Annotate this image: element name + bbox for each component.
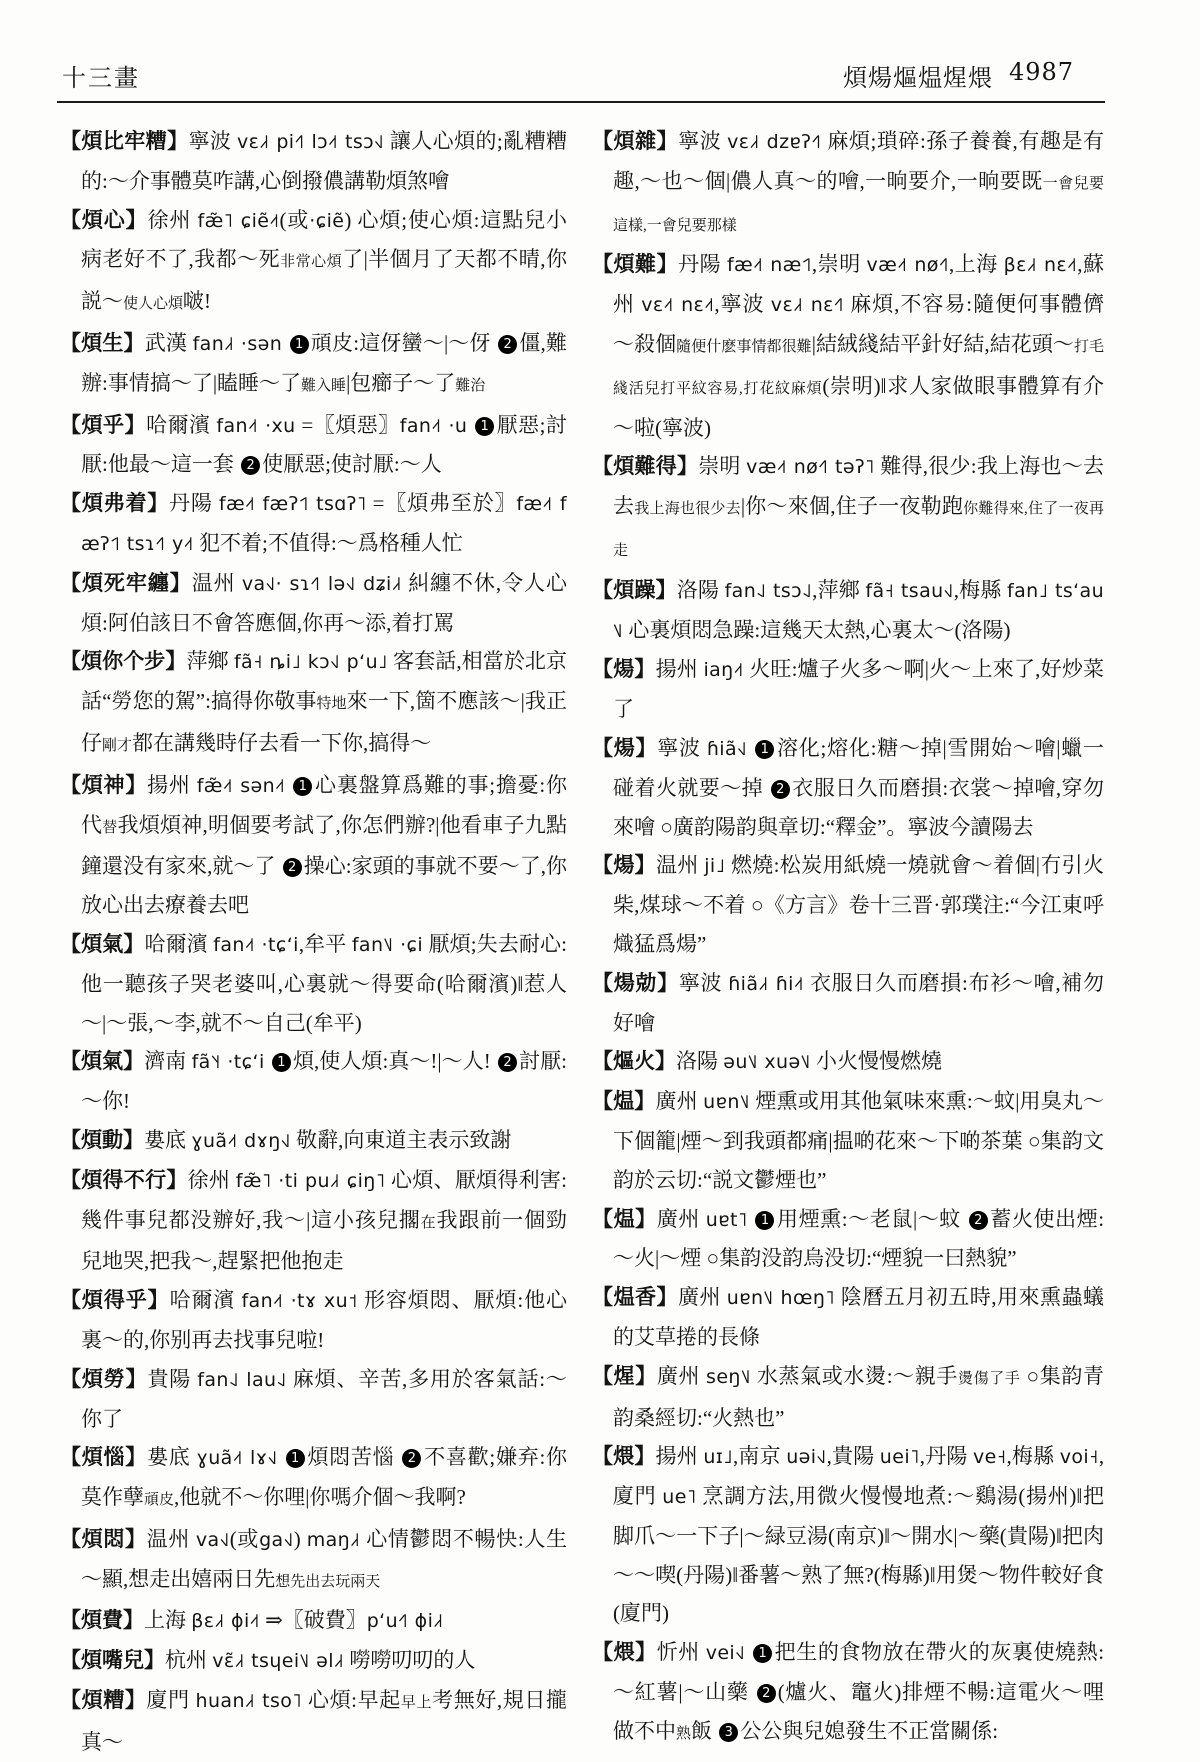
pronunciation: fan˨˩ tsɔ˨˩ [724, 579, 813, 602]
entry-headword: 【煩心】 [60, 207, 148, 232]
entry-text: ,寧波 [714, 292, 771, 317]
entry-text: 寧波 [657, 735, 707, 760]
entry-text: 燃燒:松炭用紙燒一燒就會～着個|冇引火柴,煤球～不着 ○《方言》卷十三晋·郭璞注:“今江東呼熾猛爲煬” [613, 853, 1104, 956]
dictionary-entry [592, 571, 1104, 651]
entry-headword: 【煬】 [592, 735, 658, 760]
pronunciation: ɦiã˧˩ [706, 737, 748, 760]
entry-text: 飯 [691, 1718, 718, 1743]
circled-number: 2 [498, 335, 517, 354]
dictionary-entry [60, 1681, 567, 1762]
entry-headword: 【煩神】 [60, 772, 148, 797]
entry-text: 小火慢慢燃燒 [810, 1049, 942, 1074]
pronunciation: va˧˩ [195, 1528, 230, 1551]
dictionary-entry [60, 324, 567, 406]
entry-headword: 【煩氣】 [60, 931, 145, 956]
gloss-small: 特地 [316, 696, 347, 713]
circled-number: 1 [755, 1211, 774, 1230]
entry-text: 衣服日久而磨損:布衫～噲,補勿好噲 [613, 970, 1104, 1035]
entry-text: 崇明 [698, 454, 747, 479]
entry-text: 心裏盤算爲難的事;擔憂:你代 [81, 772, 568, 837]
entry-text: =〖煩惡〗 [295, 412, 400, 437]
gloss-small: 非常心煩 [280, 254, 343, 271]
entry-text: ,崇明 [811, 252, 867, 277]
entry-text: 心裏煩悶急躁:這幾天太熱,心裏太～(洛陽) [623, 617, 1011, 642]
gloss-small: 你難得來,住了一夜再走 [613, 501, 1104, 559]
dictionary-entry [592, 122, 1104, 245]
dictionary-entry [60, 484, 567, 564]
entry-text: 温州 [146, 1526, 196, 1551]
pronunciation: ɦiã˩˧ ɦi˨˦ [728, 972, 805, 995]
entry-text: 厭惡;討厭:他最～這一套 [81, 412, 568, 477]
left-column [60, 122, 567, 1762]
dictionary-entry [592, 846, 1104, 963]
entry-headword: 【煩雜】 [592, 129, 679, 153]
entry-text: 火旺:爐子火多～啊|火～上來了,好炒菜了 [613, 657, 1105, 722]
entry-text: 寧波 [678, 970, 729, 995]
dictionary-entry [60, 1281, 567, 1360]
entry-headword: 【煩弗着】 [60, 491, 170, 516]
pronunciation: ·ɕiẽ [309, 209, 345, 232]
entry-text [467, 413, 473, 437]
entry-text: 來一下,箇不應該～|我正仔 [81, 689, 567, 755]
pronunciation: pʻu˧˥ ɸi˩˧ [366, 1610, 444, 1633]
entry-text: 婁底 [147, 1445, 197, 1470]
entry-headword: 【煩動】 [60, 1127, 144, 1152]
pronunciation: fan˨˦ ·u [399, 414, 468, 437]
entry-headword: 【煩勞】 [60, 1366, 148, 1391]
entry-text [278, 1445, 284, 1469]
header-divider [57, 101, 1105, 103]
gloss-small: 打毛綫活兒打平紋容易,打花紋麻煩 [613, 338, 1104, 397]
entry-text: 廣州 [656, 1363, 707, 1388]
entry-headword: 【煬】 [592, 853, 656, 878]
gloss-small: 一會兒要這樣,一會兒要那樣 [613, 175, 1104, 234]
entry-text: 揚州 [655, 1444, 704, 1469]
entry-text: 廣州 [678, 1285, 727, 1310]
circled-number: 1 [272, 1053, 291, 1072]
entry-text: 揚州 [147, 772, 197, 797]
entry-headword: 【煩難得】 [592, 454, 699, 479]
entry-text: 丹陽 [678, 252, 727, 277]
gloss-small: 難治 [455, 377, 486, 394]
entry-text: 温州 [191, 570, 242, 595]
pronunciation: əu˥˩ xuə˥˩ [723, 1051, 811, 1074]
dictionary-entry [592, 245, 1104, 447]
entry-text: 陰曆五月初五時,用來熏蟲蟻的艾草捲的長條 [613, 1285, 1105, 1349]
entry-text: 萍鄉 [186, 649, 234, 674]
dictionary-entry [60, 1042, 567, 1121]
entry-text: 考無好,規日攏真～ [81, 1688, 568, 1754]
gloss-small: 替 [102, 819, 118, 836]
entry-text: 不喜歡;嫌弃:你莫作孽 [81, 1445, 568, 1510]
entry-text: ) [293, 1526, 307, 1551]
pronunciation: uei˥ [879, 1446, 920, 1469]
entry-text: 蓄火使出煙:～火|～煙 ○集韵没韵烏没切:“煙貌一曰熱貌” [613, 1206, 1105, 1271]
entry-text: 洛陽 [676, 1049, 724, 1074]
entry-text: ,蘇州 [613, 252, 1105, 317]
entry-headword: 【煴】 [592, 1206, 657, 1231]
pronunciation: iaŋ˨˦ [703, 659, 744, 682]
entry-headword: 【煩難】 [592, 252, 679, 277]
circled-number: 3 [719, 1723, 738, 1742]
pronunciation: vɛ˩˧ pi˧˥ lɔ˨˦ tsɔ˧˩ [236, 131, 385, 153]
entry-text: 厭煩;失去耐心:他一聽孩子哭老婆叫,心裏就～得要命(哈爾濱)‖惹人～|～張,～李,就不～自己(牟平) [81, 931, 568, 1035]
entry-text: 徐州 [147, 207, 198, 232]
pronunciation: uɐn˥˩ hœŋ˥ [726, 1287, 836, 1310]
pronunciation: ga˧˩ [259, 1528, 294, 1551]
entry-headword: 【煩得乎】 [60, 1288, 170, 1313]
pronunciation: fan˨˦ ·tɤ xu˦ [241, 1290, 358, 1313]
pronunciation: fan˨˦ ·xu [216, 414, 296, 437]
pronunciation: væ˨˦ nø˧˥ təʔ˥ [746, 456, 875, 479]
dictionary-entry [60, 1438, 567, 1520]
entry-text: ,丹陽 [919, 1444, 973, 1469]
entry-text: 煩,使人煩:真～!|～人! [292, 1049, 497, 1074]
circled-number: 1 [753, 1644, 772, 1663]
entry-text: 杭州 [165, 1648, 213, 1673]
entry-text: 啵! [183, 289, 212, 314]
entry-text: 廣州 [655, 1089, 704, 1114]
entry-text: 我煩煩神,明個要考試了,你怎們辦?|他看車子九點鐘還没有家來,就～了 [81, 812, 567, 879]
entry-text [747, 736, 753, 760]
entry-headword: 【煩氣】 [60, 1049, 145, 1074]
section-title: 十三畫 [62, 66, 140, 92]
entry-text: 我跟前一個勁兒地哭,把我～,趕緊把他抱走 [81, 1207, 568, 1274]
entry-text: 糾纏不休,令人心煩:阿伯該日不會答應個,你再～添,着打罵 [81, 570, 567, 635]
entry-text: 寧波 [678, 129, 728, 153]
dictionary-entry [592, 1042, 1104, 1082]
pronunciation: βɛ˩˧ ɸi˨˦ [191, 1610, 260, 1633]
entry-text: 上海 [144, 1608, 192, 1633]
entry-text: ,廈門 [613, 1444, 1105, 1509]
gloss-small: 早上 [400, 1695, 433, 1712]
entry-text [745, 1640, 751, 1664]
entry-text: ,南京 [733, 1444, 787, 1469]
entry-text: ) 心煩;使心煩:這點兒小病老好不了,我都～死 [81, 207, 568, 272]
entry-text: 公公與兒媳發生不正當關係: [740, 1718, 999, 1743]
entry-text: 了|半個月了天都不晴,你説～ [81, 247, 567, 314]
entry-headword: 【煩得不行】 [60, 1167, 188, 1192]
entry-text: 武漢 [144, 330, 193, 355]
pronunciation: ɣuã˨˦ lɤ˧˩ [196, 1447, 278, 1470]
entry-text: ,梅縣 [1006, 1444, 1060, 1469]
entry-text: |包癤子～了 [346, 370, 456, 395]
entry-text: 温州 [656, 853, 705, 878]
entry-text: (爐火、竈火)排煙不暢:這電火～哩做不中 [613, 1680, 1104, 1743]
entry-headword: 【煩死牢纏】 [60, 570, 192, 595]
circled-number: 2 [757, 1684, 776, 1703]
pronunciation: voi˧ [1059, 1446, 1099, 1469]
pronunciation: fã˧ ȵi˩ kɔ˧˩ pʻu˩ [233, 651, 388, 674]
entry-text: 煩悶苦惱 [306, 1445, 401, 1470]
entry-text: 煙熏或用其他氣味來熏:～蚊|用臭丸～下個籠|煙～到我頭都痛|揾啲花來～下啲茶葉 ○集韵文韵於云切:“説文鬱煙也” [613, 1089, 1104, 1192]
pronunciation: fæ˨˦ næ˦˥ [726, 254, 812, 277]
dictionary-entry [60, 1161, 567, 1281]
pronunciation: uəi˧˩ [786, 1446, 827, 1469]
circled-number: 1 [755, 740, 774, 759]
gloss-small: 隨便什麽事情都很難 [676, 338, 812, 355]
entry-text: 廣州 [656, 1206, 706, 1231]
gloss-small: 難入睡 [301, 377, 347, 394]
entry-text: ,牟平 [298, 931, 352, 956]
dictionary-entry [60, 1520, 567, 1602]
dictionary-entry [60, 564, 567, 643]
pronunciation: ɣuã˨˦ dɤŋ˧˩ [191, 1129, 291, 1152]
entry-text: 都在講幾時仔去看一下你,搞得～ [132, 730, 432, 755]
dictionary-entry [592, 964, 1104, 1043]
entry-headword: 【煩嘴兒】 [60, 1648, 165, 1673]
entry-text: 麻煩;瑣碎:孫子養養,有趣是有趣,～也～個|儂人真～的噲,一晌要介,一晌要既 [613, 129, 1105, 193]
entry-headword: 【煩躁】 [592, 577, 677, 602]
entry-text: |結絨綫結平針好結,結花頭～ [811, 331, 1074, 356]
entry-headword: 【煨】 [592, 1444, 656, 1469]
entry-text: 丹陽 [169, 491, 219, 516]
entry-text [265, 1049, 270, 1073]
dictionary-entry [592, 1437, 1104, 1633]
page-number: 4987 [1009, 58, 1075, 86]
circled-number: 2 [969, 1211, 988, 1230]
entry-headword: 【煩你个步】 [60, 649, 187, 674]
pronunciation: maŋ˩˧ [306, 1528, 361, 1551]
pronunciation: fã˥˧ ·tɕʻi [191, 1051, 265, 1074]
entry-text: 嘮嘮叨叨的人 [344, 1648, 476, 1673]
pronunciation: fæ̃˥ ɕiẽ˨˦ [197, 209, 280, 232]
entry-headword: 【煨】 [592, 1640, 657, 1665]
guide-words: 煩煬熰煴煋煨 [843, 66, 993, 92]
entry-headword: 【煩比牢糟】 [60, 129, 189, 153]
dictionary-entry [60, 406, 567, 485]
dictionary-entry [60, 1121, 567, 1161]
right-column [592, 122, 1104, 1754]
entry-text: 濟南 [144, 1049, 192, 1074]
entry-headword: 【熰火】 [592, 1049, 676, 1074]
dictionary-entry [60, 201, 567, 324]
pronunciation: fan˨˩ lau˨˩ [197, 1368, 287, 1391]
entry-text [748, 1207, 754, 1231]
entry-text: ,萍鄉 [812, 577, 866, 602]
dictionary-entry [60, 642, 567, 765]
circled-number: 2 [402, 1449, 421, 1468]
entry-text: 貴陽 [147, 1366, 198, 1391]
dictionary-entry [592, 650, 1104, 729]
gloss-small: 我上海也很少去 [634, 501, 741, 518]
pronunciation: vɛ˩˧ nɛ˧˥ [770, 294, 844, 317]
entry-text: (崇明)‖求人家做眼事體算有介～啦(寧波) [613, 373, 1104, 440]
entry-text: 哈爾濱 [169, 1288, 242, 1313]
entry-text: 使厭惡;使討厭:～人 [262, 452, 442, 477]
entry-text: 客套話,相當於北京話“勞您的駕”:搞得你敬事 [81, 649, 567, 714]
gloss-small: 使人心煩 [123, 296, 184, 313]
dictionary-entry [592, 1278, 1104, 1357]
entry-headword: 【煩費】 [60, 1608, 144, 1633]
dictionary-entry [60, 1601, 567, 1641]
entry-headword: 【煩糟】 [60, 1688, 147, 1713]
entry-text: 僵,難辦:事情搞～了|瞌睡～了 [81, 330, 567, 395]
pronunciation: ve˧ [972, 1446, 1007, 1469]
entry-text: 敬辭,向東道主表示致謝 [290, 1127, 512, 1152]
circled-number: 2 [498, 1053, 517, 1072]
dictionary-entry [60, 1641, 567, 1681]
gloss-small: 頑皮 [144, 1492, 175, 1509]
entry-text: 哈爾濱 [144, 931, 214, 956]
pronunciation: va˧˩· sɿ˧˥ lə˧˩ dʑi˩˧ [241, 572, 402, 595]
circled-number: 1 [293, 777, 312, 796]
dictionary-entry [592, 729, 1104, 846]
entry-text: 廈門 [146, 1688, 196, 1713]
entry-headword: 【煩乎】 [60, 412, 147, 437]
entry-text: 難得,很少:我上海也～去去 [613, 454, 1104, 519]
entry-text: 寧波 [188, 129, 237, 153]
pronunciation: fã˧ tsau˧˩ [865, 579, 954, 602]
entry-text [285, 773, 291, 797]
pronunciation: seŋ˥˩ [706, 1365, 752, 1388]
pronunciation: ji˩ [704, 855, 726, 878]
entry-text: 操心:家頭的事就不要～了,你放心出去療養去吧 [81, 854, 567, 918]
entry-text: (或 [279, 207, 310, 232]
pronunciation: fan˥˩ ·ɕi [351, 933, 424, 956]
entry-headword: 【煬】 [592, 657, 656, 682]
entry-text: 用煙熏:～老鼠|～蚊 [776, 1206, 967, 1231]
gloss-small: 想先出去玩兩天 [275, 1573, 381, 1590]
dictionary-entry [592, 1357, 1104, 1438]
entry-text: ⇒〖破費〗 [259, 1608, 367, 1633]
circled-number: 1 [475, 417, 494, 436]
entry-text: 麻煩、辛苦,多用於客氣話:～你了 [81, 1366, 568, 1431]
pronunciation: uɪ˩ [703, 1446, 733, 1469]
entry-text: (或 [229, 1526, 260, 1551]
gloss-small: 熟 [676, 1725, 692, 1742]
pronunciation: βɛ˩˧ nɛ˨˦ [1003, 254, 1078, 277]
entry-text: 揚州 [655, 657, 704, 682]
pronunciation: fan˨˦ ·tɕʻi [213, 933, 299, 956]
entry-headword: 【煴香】 [592, 1285, 678, 1310]
entry-text: 心情鬱悶不暢快:人生～顯,想走出嬉兩日先 [81, 1526, 568, 1591]
entry-text: 麻煩,不容易:隨便何事體儕～殺個 [613, 292, 1104, 356]
page-header-right [843, 58, 1074, 93]
dictionary-entry [60, 1360, 567, 1439]
pronunciation: ue˥ [662, 1486, 697, 1509]
pronunciation: fæ̃˥ ·ti pu˩˧ ɕiŋ˥ [235, 1169, 386, 1192]
gloss-small: 剛才 [102, 737, 133, 754]
pronunciation: fan˩˧ ·sən [192, 332, 283, 355]
entry-text: 形容煩悶、厭煩:他心裏～的,你别再去找事兒啦! [81, 1288, 567, 1352]
entry-text: 水蒸氣或水燙:～親手 [751, 1363, 959, 1388]
dictionary-entry [592, 1200, 1104, 1279]
pronunciation: vɛ˨˦ nɛ˨˦ [641, 294, 715, 317]
circled-number: 2 [283, 858, 302, 877]
entry-text: 洛陽 [676, 577, 725, 602]
entry-text: |你～來個,住子一夜勒跑 [740, 494, 964, 519]
gloss-small: 燙傷了手 [958, 1370, 1021, 1387]
circled-number: 2 [771, 780, 790, 799]
entry-headword: 【煩惱】 [60, 1445, 147, 1470]
entry-text [282, 331, 287, 355]
pronunciation: vɛ˩˧ dzɐʔ˧˥ [727, 131, 822, 153]
pronunciation: fæ̃˨˦ sən˨˦ [196, 774, 286, 797]
entry-text: 烹調方法,用微火慢慢地煮:～鷄湯(揚州)‖把脚爪～一下子|～緑豆湯(南京)‖～開水|～藥(貴陽)‖把肉～～喫(丹陽)‖番薯～熟了無?(梅縣)‖用煲～物件較好食(廈門) [613, 1484, 1105, 1626]
entry-headword: 【煬勀】 [592, 970, 679, 995]
entry-text: 頑皮:這伢蠻～|～伢 [310, 330, 497, 355]
pronunciation: fæ˨˦ fæʔ˦˥ tsɑʔ˥ [218, 493, 367, 516]
entry-headword: 【煋】 [592, 1363, 657, 1388]
pronunciation: væ˨˦ nø˧˥ [866, 254, 949, 277]
entry-text: 溶化;熔化:糖～掉|雪開始～噲|蠟一碰着火就要～掉 [613, 735, 1105, 800]
entry-text: 徐州 [187, 1167, 236, 1192]
entry-text: ,上海 [949, 252, 1004, 277]
entry-text: 讓人心煩的;亂糟糟的:～介事體莫咋講,心倒撥儂講勒煩煞噲 [81, 129, 567, 193]
dictionary-entry [60, 766, 567, 925]
gloss-small: 在 [420, 1214, 437, 1231]
entry-headword: 【煩悶】 [60, 1526, 147, 1551]
entry-headword: 【煴】 [592, 1089, 656, 1114]
entry-text: =〖煩弗至於〗 [366, 491, 517, 516]
pronunciation: uɐn˥˩ [703, 1091, 751, 1114]
dictionary-entry [592, 1082, 1104, 1199]
entry-text: 忻州 [656, 1640, 706, 1665]
pronunciation: fæ˨˦ fæʔ˦˥ tsɿ˧˥ y˨˦ [81, 493, 567, 555]
dictionary-entry [60, 122, 567, 201]
entry-text: ,他就不～你哩|你嗎介個～我啊? [174, 1485, 466, 1510]
entry-text: 婁底 [144, 1127, 192, 1152]
entry-text: 心煩:早起 [302, 1688, 401, 1713]
entry-headword: 【煩生】 [60, 330, 145, 355]
dictionary-entry [592, 1633, 1104, 1753]
pronunciation: fan˩ tsʻau˥˩ [613, 579, 1105, 642]
dictionary-entry [592, 447, 1104, 570]
entry-text: 衣服日久而磨損:衣裳～掉噲,穿勿來噲 ○廣韵陽韵與章切:“釋金”。寧波今讀陽去 [613, 775, 1104, 839]
entry-text: 心煩、厭煩得利害:幾件事兒都没辦好,我～|這小孩兒擱 [81, 1167, 568, 1232]
entry-text: 討厭:～你! [81, 1049, 568, 1114]
entry-text: 哈爾濱 [146, 412, 217, 437]
pronunciation: uɐt˥ [705, 1208, 748, 1231]
entry-text: ,梅縣 [953, 577, 1007, 602]
circled-number: 1 [286, 1449, 305, 1468]
pronunciation: vei˧˩ [705, 1642, 746, 1665]
circled-number: 1 [290, 335, 309, 354]
entry-text: ○集韵青韵桑經切:“火熱也” [613, 1363, 1105, 1430]
circled-number: 2 [241, 456, 260, 475]
pronunciation: huan˩˧ tso˥ [195, 1690, 303, 1713]
entry-text: ,貴陽 [826, 1444, 880, 1469]
pronunciation: vɛ̃˩˧ tsɥei˥˩ əl˩˧ [212, 1650, 345, 1673]
entry-text: 把生的食物放在帶火的灰裏使燒熱:～紅薯|～山藥 [613, 1640, 1105, 1705]
entry-text: 犯不着;不值得:～爲格種人忙 [193, 530, 463, 555]
dictionary-entry [60, 925, 567, 1042]
